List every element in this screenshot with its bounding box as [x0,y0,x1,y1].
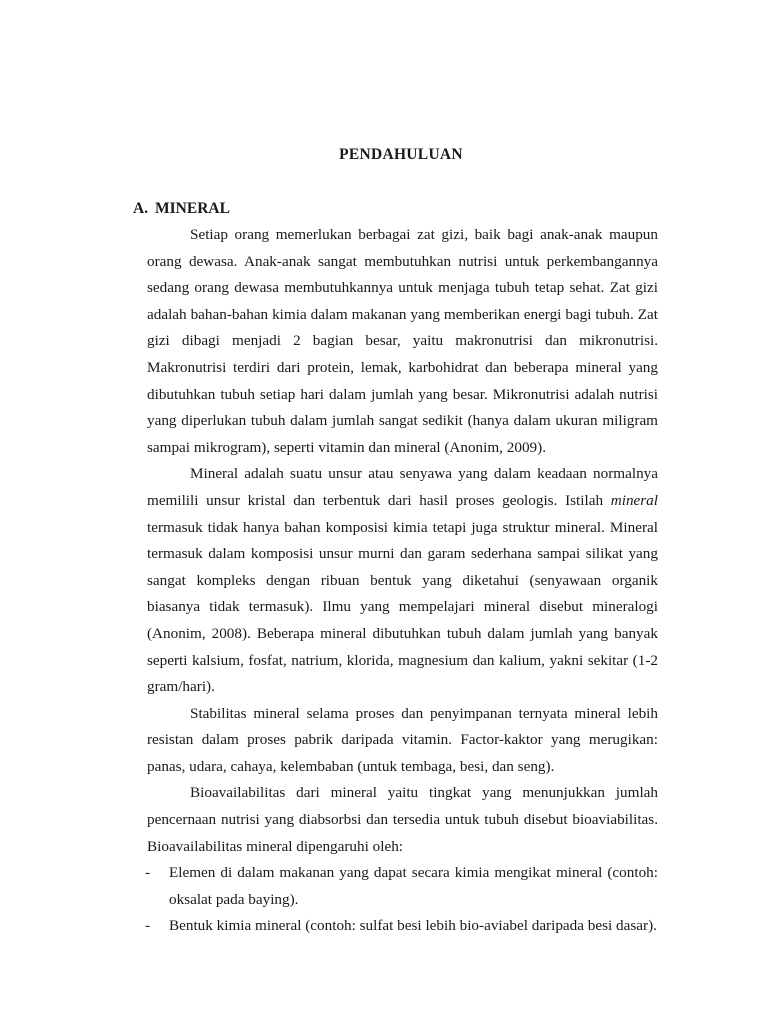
list-item [145,860,658,913]
paragraph-mineral-italic-term: mineral [610,491,658,509]
bullet-marker: - [145,917,151,935]
page-title: PENDAHULUAN [339,146,463,163]
bullet-text: Elemen di dalam makanan yang dapat secara kimia mengikat mineral (contoh: oksalat pada baying). [169,864,658,908]
bullet-text: Bentuk kimia mineral (contoh: sulfat besi lebih bio-aviabel daripada besi dasar). [169,917,657,935]
paragraph-mineral-text-before: Mineral adalah suatu unsur atau senyawa yang dalam keadaan normalnya memilili unsur kristal dan terbentuk dari hasil proses geologis. Istilah [147,465,658,509]
paragraph-mineral-definition [147,461,658,700]
paragraph-mineral-text-after: termasuk tidak hanya bahan komposisi kimia tetapi juga struktur mineral. Mineral termasuk dalam komposisi unsur murni dan garam sederhana sampai silikat yang sangat kompleks dengan ribuan bentuk yang diketahui (senyawaan organik biasanya tidak termasuk). Ilmu yang mempelajari mineral disebut mineralogi (Anonim, 2008). Beberapa mineral dibutuhkan tubuh dalam jumlah yang banyak seperti kalsium, fosfat, natrium, klorida, magnesium dan kalium, yakni sekitar (1-2 gram/hari). [147,518,658,696]
body-text [147,222,658,940]
section-heading [133,200,230,218]
list-item [145,913,658,940]
paragraph-nutrition: Setiap orang memerlukan berbagai zat gizi, baik bagi anak-anak maupun orang dewasa. Anak-anak sangat membutuhkan nutrisi untuk perkembangannya sedang orang dewasa membutuhkannya untuk menjaga tubuh tetap sehat. Zat gizi adalah bahan-bahan kimia dalam makanan yang memberikan energi bagi tubuh. Zat gizi dibagi menjadi 2 bagian besar, yaitu makronutrisi dan mikronutrisi. Makronutrisi terdiri dari protein, lemak, karbohidrat dan beberapa mineral yang dibutuhkan tubuh setiap hari dalam jumlah yang besar. Mikronutrisi adalah nutrisi yang diperlukan tubuh dalam jumlah sangat sedikit (hanya dalam ukuran miligram sampai mikrogram), seperti vitamin dan mineral (Anonim, 2009). [147,226,658,456]
section-heading-text: MINERAL [155,200,230,217]
bullet-marker: - [145,864,151,882]
paragraph-bioavailability: Bioavailabilitas dari mineral yaitu tingkat yang menunjukkan jumlah pencernaan nutrisi yang diabsorbsi dan tersedia untuk tubuh disebut bioaviabilitas. Bioavailabilitas mineral dipengaruhi oleh: [147,784,658,855]
bullet-list [145,860,658,940]
section-letter: A. [133,200,149,217]
paragraph-stability: Stabilitas mineral selama proses dan penyimpanan ternyata mineral lebih resistan dalam proses pabrik daripada vitamin. Factor-kaktor yang merugikan: panas, udara, cahaya, kelembaban (untuk tembaga, besi, dan seng). [147,704,658,775]
